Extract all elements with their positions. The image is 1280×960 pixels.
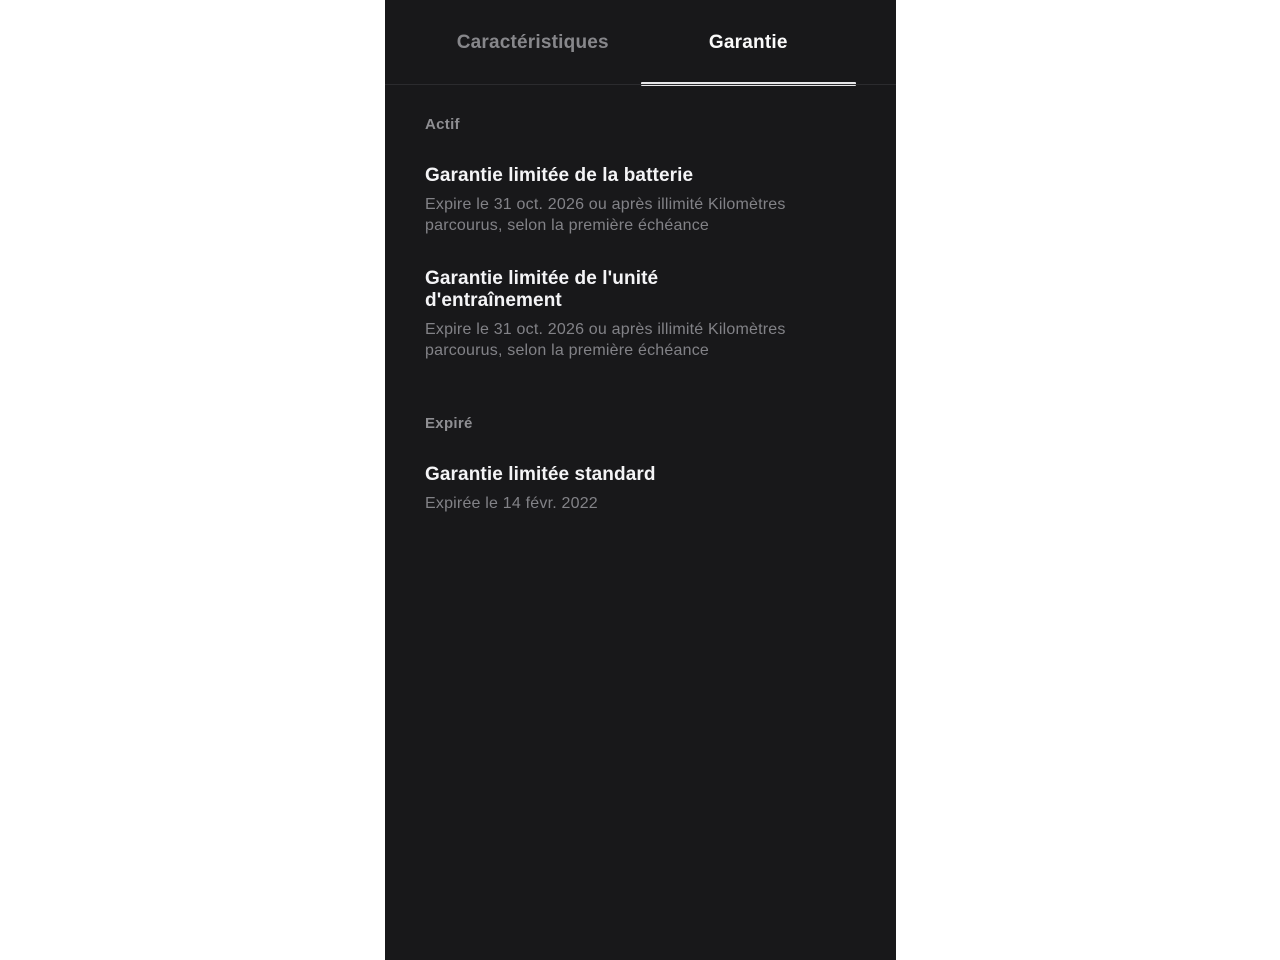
tab-bar: [385, 0, 896, 85]
section-label-expire: Expiré: [425, 415, 473, 432]
warranty-list: [385, 116, 896, 514]
section-label-actif: Actif: [425, 116, 460, 133]
warranty-expiry-text: Expire le 31 oct. 2026 ou après illimité Kilomètres parcourus, selon la première échéance: [425, 321, 786, 359]
tab-garantie-label: Garantie: [708, 31, 788, 53]
warranty-item-drive-unit: [425, 268, 796, 361]
warranty-title: Garantie limitée de l'unité d'entraînement: [425, 268, 659, 311]
warranty-item-battery: [425, 165, 796, 236]
warranty-title: Garantie limitée de la batterie: [425, 165, 694, 186]
phone-screen: [385, 0, 896, 960]
tab-garantie[interactable]: [641, 0, 857, 85]
tab-caracteristiques[interactable]: [425, 0, 641, 85]
warranty-item-standard: [425, 464, 796, 514]
tab-caracteristiques-label: Caractéristiques: [456, 31, 609, 53]
tab-bar-divider: [385, 84, 896, 85]
warranty-expiry-text: Expirée le 14 févr. 2022: [425, 495, 598, 512]
warranty-title: Garantie limitée standard: [425, 464, 656, 485]
warranty-expiry-text: Expire le 31 oct. 2026 ou après illimité Kilomètres parcourus, selon la première échéance: [425, 196, 786, 234]
